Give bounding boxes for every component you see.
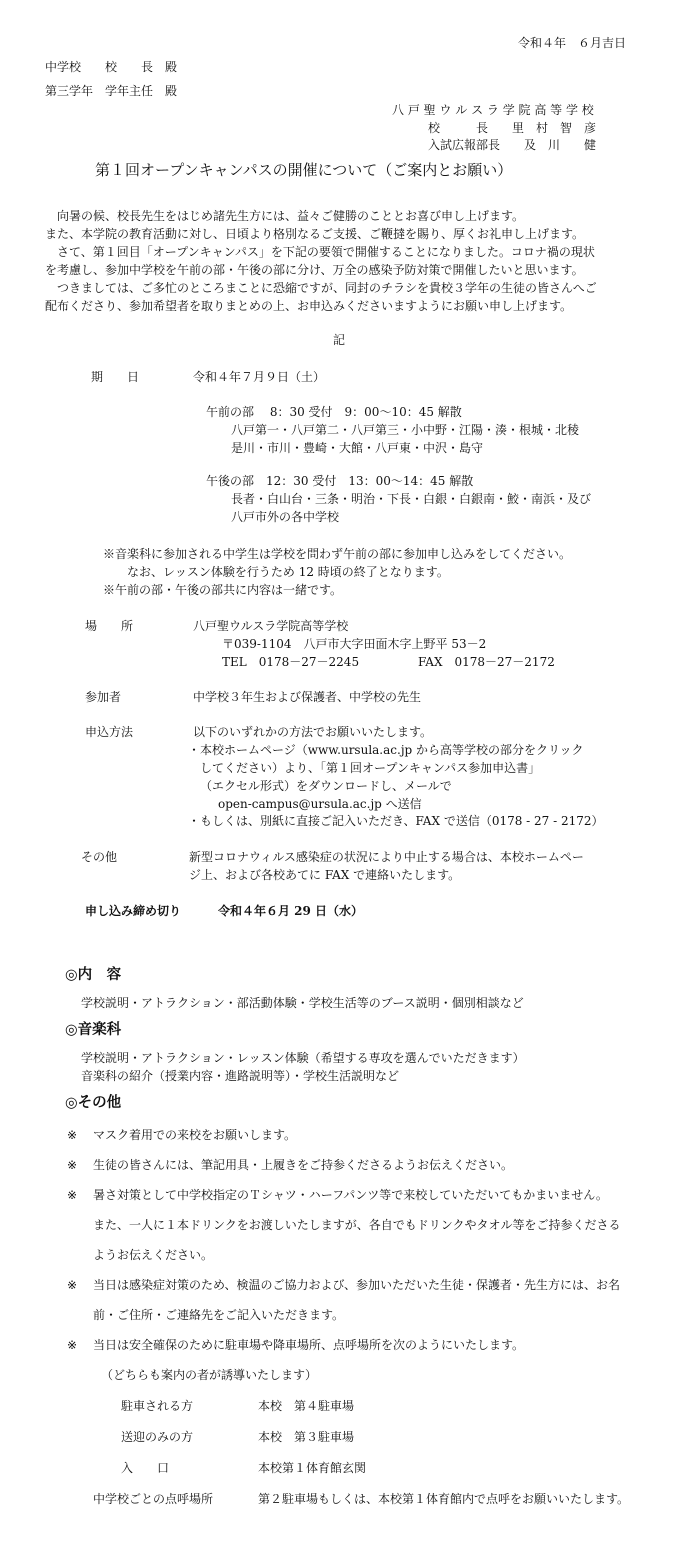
apply-line: （エクセル形式）をダウンロードし、メールで xyxy=(200,779,452,793)
apply-line: 以下のいずれかの方法でお願いいたします。 xyxy=(193,725,433,739)
parking-row-label: 送迎のみの方 xyxy=(121,1430,194,1444)
music-note: ※音楽科に参加される中学生は学校を問わず午前の部に参加申し込みをしてください。 xyxy=(103,547,572,561)
contents-heading: ◎内 容 xyxy=(65,966,122,983)
note-mark: ※ xyxy=(67,1188,78,1202)
participants-label: 参加者 xyxy=(85,690,122,704)
guide-note: （どちらも案内の者が誘導いたします） xyxy=(101,1368,318,1382)
misc-item: 生徒の皆さんには、筆記用具・上履きをご持参くださるようお伝えください。 xyxy=(93,1158,514,1172)
contents-text: 学校説明・アトラクション・部活動体験・学校生活等のブース説明・個別相談など xyxy=(81,996,524,1010)
issue-date: 令和４年 ６月吉日 xyxy=(518,36,627,50)
sender-pr-head: 入試広報部長 及 川 健 xyxy=(428,138,597,152)
am-session-schools: 是川・市川・豊崎・大館・八戸東・中沢・島守 xyxy=(231,441,484,455)
place-fax: FAX 0178－27－2172 xyxy=(418,655,555,669)
sender-school: 八 戸 聖 ウ ル ス ラ 学 院 高 等 学 校 xyxy=(392,103,594,117)
note-mark: ※ xyxy=(67,1338,78,1352)
music-note-end-time: なお、レッスン体験を行うため 12 時頃の終了となります。 xyxy=(127,565,449,579)
parking-row-value: 第２駐車場もしくは、本校第１体育館内で点呼をお願いいたします。 xyxy=(258,1492,630,1506)
schedule-label: 期 日 xyxy=(91,370,140,384)
schedule-date: 令和４年７月９日（土） xyxy=(193,370,326,384)
place-tel: TEL 0178－27－2245 xyxy=(222,655,360,669)
intro-line: 向暑の候、校長先生をはじめ諸先生方には、益々ご健勝のこととお喜び申し上げます。 xyxy=(45,209,525,223)
apply-line: してください）より、「第１回オープンキャンパス参加申込書」 xyxy=(200,761,541,775)
pm-session-schools: 長者・白山台・三条・明治・下長・白銀・白銀南・鮫・南浜・及び xyxy=(231,492,592,506)
parking-row-label: 入 口 xyxy=(121,1461,170,1475)
misc-item: マスク着用での来校をお願いします。 xyxy=(93,1128,297,1142)
am-session-time: 午前の部 8：30 受付 9：00～10：45 解散 xyxy=(206,405,462,419)
addressee-grade-head: 第三学年 学年主任 殿 xyxy=(45,84,178,98)
misc-item-cont: また、一人に１本ドリンクをお渡しいたしますが、各自でもドリンクやタオル等をご持参くださる xyxy=(93,1218,621,1232)
music-heading: ◎音楽科 xyxy=(65,1021,122,1038)
deadline-label: 申し込み締め切り xyxy=(85,904,182,918)
same-content-note: ※午前の部・午後の部共に内容は一緒です。 xyxy=(103,583,343,597)
other-line: ジ上、および各校あてに FAX で連絡いたします。 xyxy=(189,868,461,882)
misc-item: 暑さ対策として中学校指定のＴシャツ・ハーフパンツ等で来校していただいてもかまいません。 xyxy=(93,1188,608,1202)
parking-row-value: 本校 第３駐車場 xyxy=(258,1430,355,1444)
note-mark: ※ xyxy=(67,1128,78,1142)
parking-row-label: 中学校ごとの点呼場所 xyxy=(93,1492,214,1506)
intro-line: つきましては、ご多忙のところまことに恐縮ですが、同封のチラシを貴校３学年の生徒の皆さんへご xyxy=(45,281,597,295)
misc-item-cont: 前・ご住所・ご連絡先をご記入いただきます。 xyxy=(93,1308,345,1322)
music-line: 音楽科の紹介（授業内容・進路説明等）・学校生活説明など xyxy=(81,1069,400,1083)
ki-marker: 記 xyxy=(333,333,346,347)
am-session-schools: 八戸第一・八戸第二・八戸第三・小中野・江陽・湊・根城・北稜 xyxy=(231,423,580,437)
pm-session-schools: 八戸市外の各中学校 xyxy=(231,510,340,524)
sender-principal: 校 長 里 村 智 彦 xyxy=(428,121,597,135)
pm-session-time: 午後の部 12：30 受付 13：00～14：45 解散 xyxy=(206,474,474,488)
apply-line: ・もしくは、別紙に直接ご記入いただき、FAX で送信（0178 - 27 - 2172） xyxy=(188,814,604,828)
deadline-value: 令和４年６月 29 日（水） xyxy=(218,904,364,918)
note-mark: ※ xyxy=(67,1278,78,1292)
music-line: 学校説明・アトラクション・レッスン体験（希望する専攻を選んでいただきます） xyxy=(81,1051,525,1065)
place-name: 八戸聖ウルスラ学院高等学校 xyxy=(193,619,349,633)
place-address: 〒039-1104 八戸市大字田面木字上野平 53－2 xyxy=(222,637,487,651)
page-title: 第１回オープンキャンパスの開催について（ご案内とお願い） xyxy=(95,161,513,179)
misc-heading: ◎その他 xyxy=(65,1094,122,1111)
apply-label: 申込方法 xyxy=(85,725,134,739)
addressee-principal: 中学校 校 長 殿 xyxy=(45,60,178,74)
other-label: その他 xyxy=(81,850,118,864)
parking-row-value: 本校 第４駐車場 xyxy=(258,1399,355,1413)
parking-row-value: 本校第１体育館玄関 xyxy=(258,1461,367,1475)
misc-item: 当日は感染症対策のため、検温のご協力および、参加いただいた生徒・保護者・先生方には、お名 xyxy=(93,1278,621,1292)
note-mark: ※ xyxy=(67,1158,78,1172)
other-line: 新型コロナウィルス感染症の状況により中止する場合は、本校ホームペー xyxy=(189,850,584,864)
place-label: 場 所 xyxy=(85,619,134,633)
intro-line: を考慮し、参加中学校を午前の部・午後の部に分け、万全の感染予防対策で開催したいと思います。 xyxy=(45,263,584,277)
participants-value: 中学校３年生および保護者、中学校の先生 xyxy=(193,690,422,704)
misc-item-cont: ようお伝えください。 xyxy=(93,1248,214,1262)
apply-email: open-campus@ursula.ac.jp へ送信 xyxy=(218,797,422,811)
parking-row-label: 駐車される方 xyxy=(121,1399,194,1413)
misc-item: 当日は安全確保のために駐車場や降車場所、点呼場所を次のようにいたします。 xyxy=(93,1338,525,1352)
intro-line: さて、第１回目「オープンキャンパス」を下記の要領で開催することになりました。コロナ禍の現状 xyxy=(45,245,595,259)
intro-line: 配布くださり、参加希望者を取りまとめの上、お申込みくださいますようにお願い申し上げます。 xyxy=(45,299,573,313)
apply-line: ・本校ホームページ（www.ursula.ac.jp から高等学校の部分をクリック xyxy=(188,743,584,757)
intro-line: また、本学院の教育活動に対し、日頃より格別なるご支援、ご鞭撻を賜り、厚くお礼申し上げます。 xyxy=(45,227,585,241)
